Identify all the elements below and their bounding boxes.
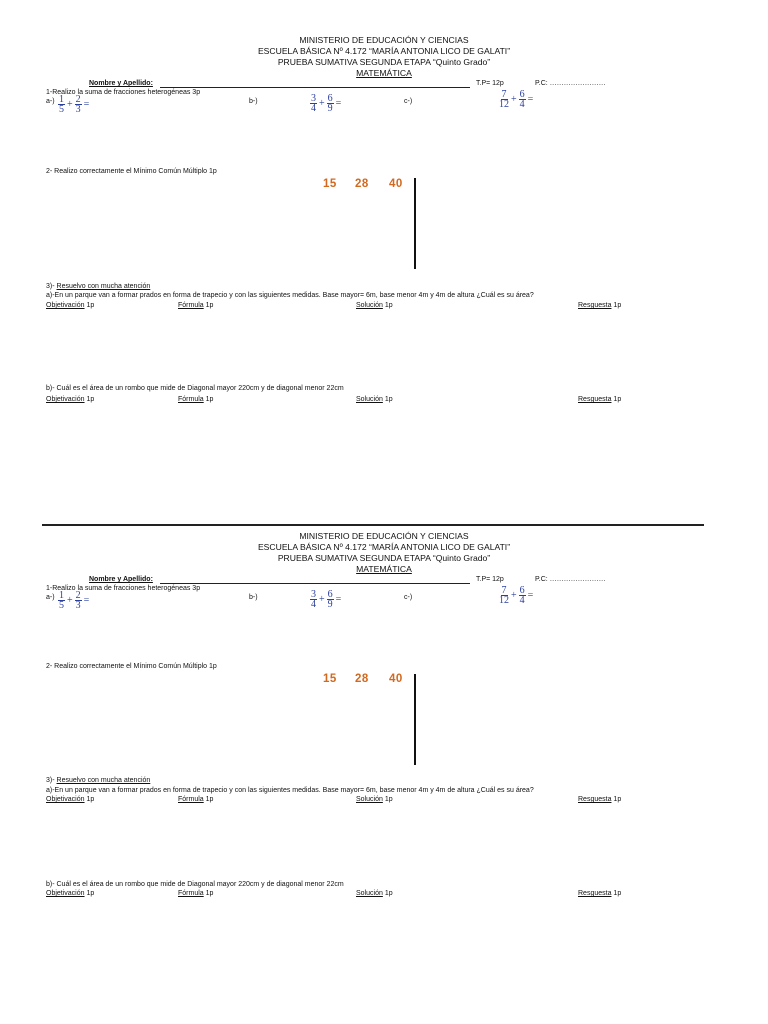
ministry-title: MINISTERIO DE EDUCACIÓN Y CIENCIAS [299, 35, 469, 45]
q3b-objetivacion: Objetivación 1p [46, 396, 95, 403]
lcm-division-line [414, 674, 416, 765]
q3a-objetivacion: Objetivación 1p [46, 302, 95, 309]
q1-title: 1-Realizo la suma de fracciones heterogéneas 3p [46, 89, 201, 96]
lcm-number: 15 [323, 673, 337, 685]
lcm-number: 40 [389, 673, 403, 685]
exam-copy-2 [0, 496, 768, 996]
q3a-text: a)-En un parque van a formar prados en forma de trapecio y con las siguientes medidas. Base mayor= 6m, base menor 4m y 4m de altura ¿Cuál es su área? [46, 787, 534, 794]
q3b-formula: Fórmula 1p [178, 396, 214, 403]
tp-label: T.P= 12p [476, 80, 504, 87]
q3a-objetivacion: Objetivación 1p [46, 796, 95, 803]
q1a-expression: 1 5 + $\frac{2}{3}$ = [59, 94, 90, 115]
q3a-formula: Fórmula 1p [178, 796, 214, 803]
pc-label: P.C: …………………… [535, 80, 606, 87]
lcm-number: 40 [389, 178, 403, 190]
q3b-objetivacion: Objetivación 1p [46, 890, 95, 897]
exam-copy-1 [0, 0, 768, 500]
name-line [160, 87, 470, 88]
q3a-respuesta: Resguesta 1p [578, 796, 622, 803]
q3b-solucion: Solución 1p [356, 396, 393, 403]
q3b-formula: Fórmula 1p [178, 890, 214, 897]
exam-title: PRUEBA SUMATIVA SEGUNDA ETAPA “Quinto Grado” [277, 57, 491, 67]
exam-title: PRUEBA SUMATIVA SEGUNDA ETAPA “Quinto Grado” [277, 553, 491, 563]
q3-title: 3)- Resuelvo con mucha atención [46, 283, 151, 290]
lcm-division-line [414, 178, 416, 269]
q1b-label: b-) [249, 98, 258, 105]
q2-title: 2- Realizo correctamente el Mínimo Común Múltiplo 1p [46, 168, 217, 175]
q2-title: 2- Realizo correctamente el Mínimo Común Múltiplo 1p [46, 663, 217, 670]
q3a-solucion: Solución 1p [356, 302, 393, 309]
pc-label: P.C: …………………… [535, 576, 606, 583]
q1b-expression: 3 4 + $\frac{6}{9}$ = [311, 589, 342, 610]
q1b-label: b-) [249, 594, 258, 601]
q3b-solucion: Solución 1p [356, 890, 393, 897]
name-label: Nombre y Apellido: [89, 80, 153, 87]
ministry-title: MINISTERIO DE EDUCACIÓN Y CIENCIAS [299, 531, 469, 541]
q1b-expression: 3 4 + $\frac{6}{9}$ = [311, 93, 342, 114]
q1c-label: c-) [404, 98, 413, 105]
q1c-expression: 7 12 + $\frac{6}{4}$ = [499, 89, 534, 110]
name-line [160, 583, 470, 584]
lcm-number: 28 [355, 178, 369, 190]
lcm-number: 15 [323, 178, 337, 190]
q3b-respuesta: Resguesta 1p [578, 890, 622, 897]
q1a-expression: 1 5 + $\frac{2}{3}$ = [59, 590, 90, 611]
name-label: Nombre y Apellido: [89, 576, 153, 583]
tp-label: T.P= 12p [476, 576, 504, 583]
subject-title: MATEMÁTICA [356, 564, 412, 574]
q1c-expression: 7 12 + $\frac{6}{4}$ = [499, 585, 534, 606]
subject-title: MATEMÁTICA [356, 68, 412, 78]
q3b-text: b)- Cuál es el área de un rombo que mide de Diagonal mayor 220cm y de diagonal menor 22cm [46, 881, 344, 888]
q3b-respuesta: Resguesta 1p [578, 396, 622, 403]
q3a-respuesta: Resguesta 1p [578, 302, 622, 309]
q1c-label: c-) [404, 594, 413, 601]
school-name: ESCUELA BÁSICA Nº 4.172 “MARÍA ANTONIA LICO DE GALATI” [257, 542, 511, 552]
lcm-number: 28 [355, 673, 369, 685]
q3a-text: a)-En un parque van a formar prados en forma de trapecio y con las siguientes medidas. Base mayor= 6m, base menor 4m y 4m de altura ¿Cuál es su área? [46, 292, 534, 299]
q1a-label: a-) [46, 98, 55, 105]
q1a-label: a-) [46, 594, 55, 601]
q3-title: 3)- Resuelvo con mucha atención [46, 777, 151, 784]
q3a-formula: Fórmula 1p [178, 302, 214, 309]
school-name: ESCUELA BÁSICA Nº 4.172 “MARÍA ANTONIA LICO DE GALATI” [257, 46, 511, 56]
q1-title: 1-Realizo la suma de fracciones heterogéneas 3p [46, 585, 201, 592]
q3b-text: b)- Cuál es el área de un rombo que mide de Diagonal mayor 220cm y de diagonal menor 22cm [46, 385, 344, 392]
q3a-solucion: Solución 1p [356, 796, 393, 803]
